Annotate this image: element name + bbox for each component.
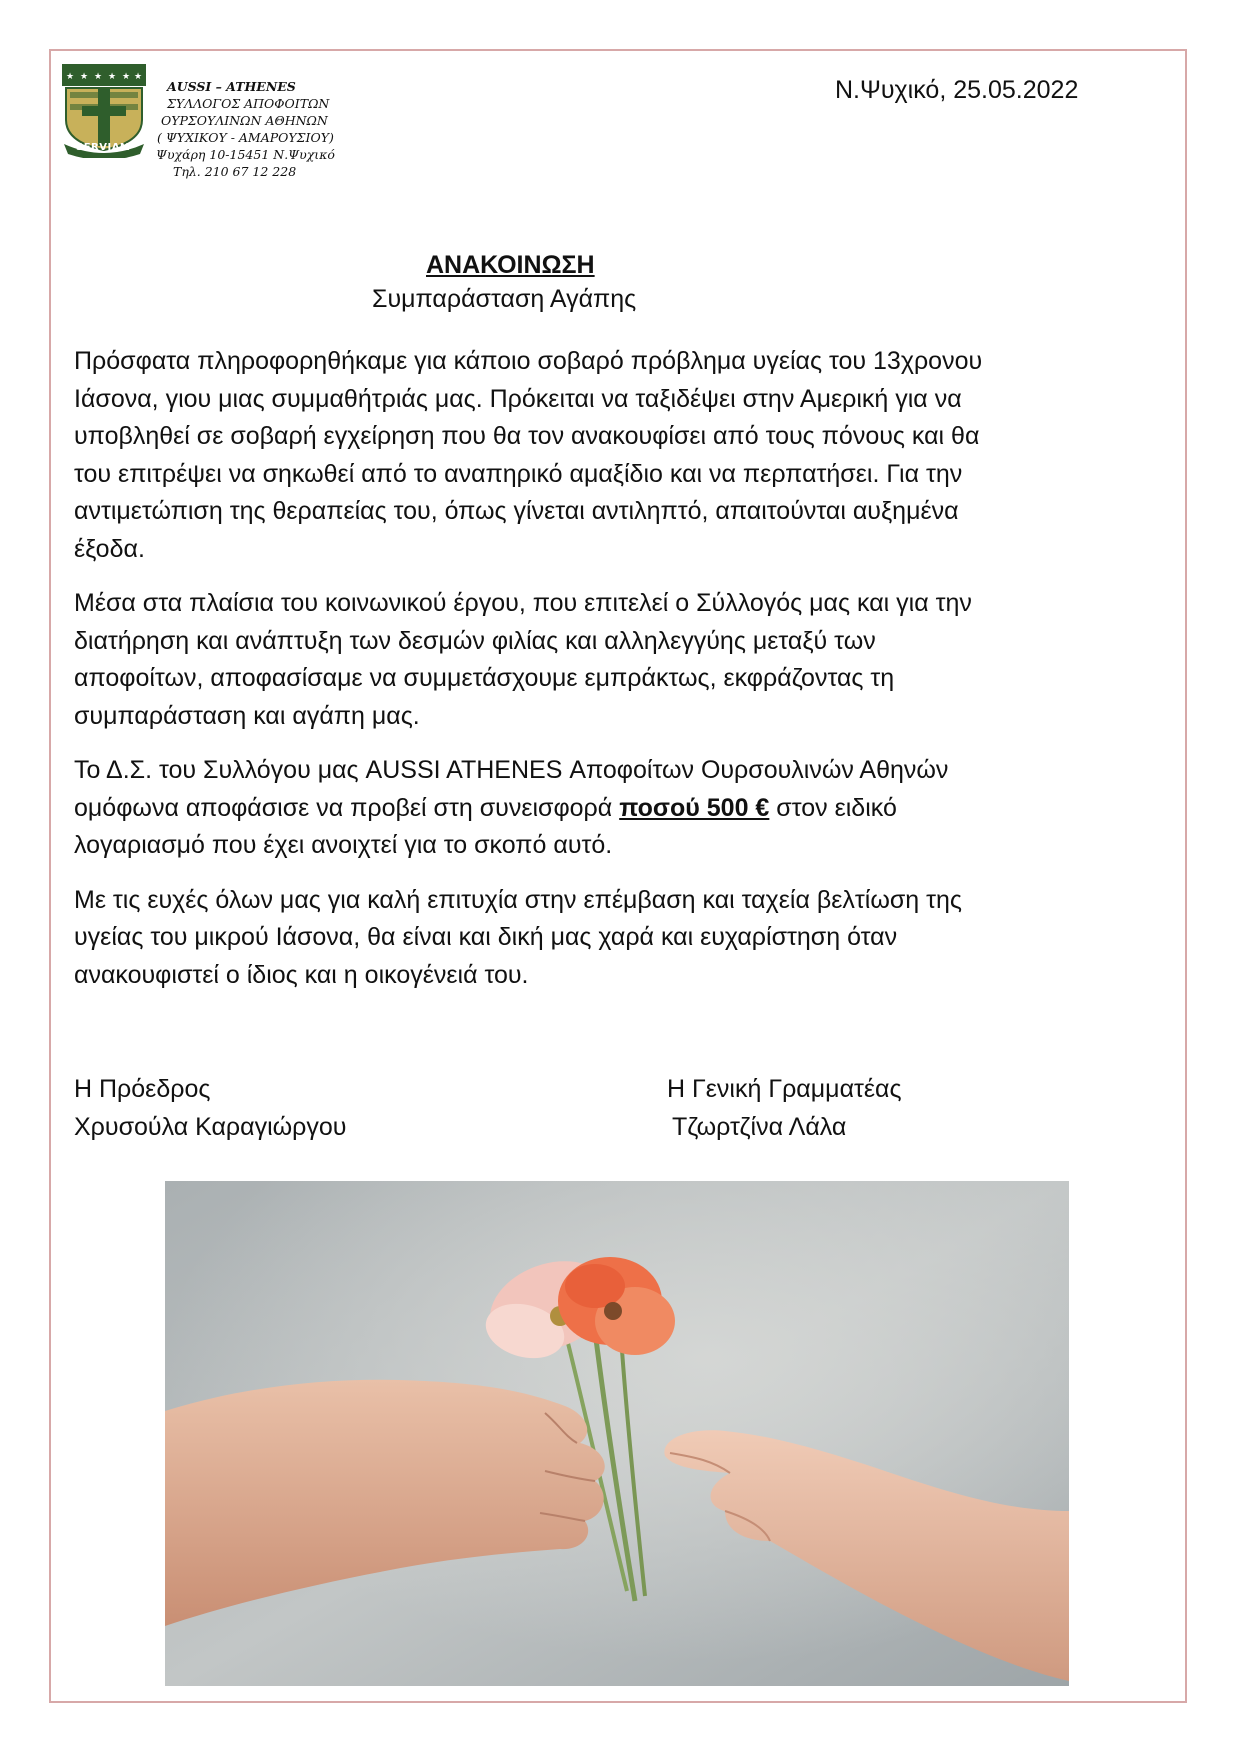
hands-flowers-photo <box>165 1181 1069 1686</box>
signature-president <box>74 1071 346 1146</box>
text-line: του επιτρέψει να σηκωθεί από το αναπηρικό αμαξίδιο και να περπατήσει. Για την <box>74 459 963 488</box>
document-body <box>74 343 1134 1011</box>
serviam-logo <box>60 62 148 158</box>
svg-text:★: ★ <box>80 72 89 82</box>
org-school: ΟΥΡΣΟΥΛΙΝΩΝ ΑΘΗΝΩΝ <box>161 113 328 128</box>
org-association: ΣΥΛΛΟΓΟΣ ΑΠΟΦΟΙΤΩΝ <box>167 96 330 111</box>
svg-text:★: ★ <box>122 72 131 82</box>
document-date: Ν.Ψυχικό, 25.05.2022 <box>835 76 1079 104</box>
org-locations: ( ΨΥΧΙΚΟΥ - ΑΜΑΡΟΥΣΙΟΥ) <box>157 130 334 145</box>
text-line: έξοδα. <box>74 534 145 563</box>
donation-amount: ποσού 500 € <box>619 793 770 822</box>
text-line: Το Δ.Σ. του Συλλόγου μας AUSSI ATHENES Αποφοίτων Ουρσουλινών Αθηνών <box>74 756 949 784</box>
paragraph-1 <box>74 343 1134 568</box>
svg-text:★: ★ <box>134 72 143 82</box>
paragraph-4 <box>74 882 1134 995</box>
document-title: ΑΝΑΚΟΙΝΩΣΗ <box>426 251 595 279</box>
text-line: αποφοίτων, αποφασίσαμε να συμμετάσχουμε εμπράκτως, εκφράζοντας τη <box>74 664 895 692</box>
text-line: υποβληθεί σε σοβαρή εγχείρηση που θα τον ανακουφίσει από τους πόνους και θα <box>74 422 980 450</box>
text-line: ανακουφιστεί ο ίδιος και η οικογένειά του. <box>74 960 529 989</box>
text-line: συμπαράσταση και αγάπη μας. <box>74 701 420 730</box>
text-line: υγείας του μικρού Ιάσονα, θα είναι και δική μας χαρά και ευχαρίστηση όταν <box>74 923 898 951</box>
text-line: λογαριασμό που έχει ανοιχτεί για το σκοπό αυτό. <box>74 831 613 859</box>
signature-name: Χρυσούλα Καραγιώργου <box>74 1112 347 1141</box>
org-phone: Τηλ. 210 67 12 228 <box>173 164 297 179</box>
document-subtitle: Συμπαράσταση Αγάπης <box>372 285 637 313</box>
logo-motto: SERVIAM <box>76 142 131 153</box>
svg-text:★: ★ <box>108 72 117 82</box>
signature-name: Τζωρτζίνα Λάλα <box>672 1112 847 1141</box>
svg-text:★: ★ <box>66 72 75 82</box>
text-line: ομόφωνα αποφάσισε να προβεί στη συνεισφορά <box>74 793 620 822</box>
org-name: AUSSI – ATHENES <box>167 79 296 94</box>
text-line: διατήρηση και ανάπτυξη των δεσμών φιλίας και αλληλεγγύης μεταξύ των <box>74 626 876 655</box>
signature-role: Η Πρόεδρος <box>74 1075 211 1103</box>
text-line: στον ειδικό <box>769 793 897 822</box>
organization-details <box>153 78 383 180</box>
paragraph-2 <box>74 585 1134 735</box>
svg-text:★: ★ <box>94 72 103 82</box>
text-line: Με τις ευχές όλων μας για καλή επιτυχία στην επέμβαση και ταχεία βελτίωση της <box>74 885 962 914</box>
text-line: Πρόσφατα πληροφορηθήκαμε για κάποιο σοβαρό πρόβλημα υγείας του 13χρονου <box>74 347 983 375</box>
text-line: Ιάσονα, γιου μιας συμμαθήτριάς μας. Πρόκειται να ταξιδέψει στην Αμερική για να <box>74 384 962 413</box>
paragraph-3 <box>74 752 1134 865</box>
signature-secretary <box>667 1071 902 1146</box>
text-line: Μέσα στα πλαίσια του κοινωνικού έργου, που επιτελεί ο Σύλλογός μας και για την <box>74 589 972 617</box>
signature-role: Η Γενική Γραμματέας <box>667 1075 902 1103</box>
org-address: Ψυχάρη 10-15451 Ν.Ψυχικό <box>156 147 335 162</box>
text-line: αντιμετώπιση της θεραπείας του, όπως γίνεται αντιληπτό, απαιτούνται αυξημένα <box>74 497 959 525</box>
